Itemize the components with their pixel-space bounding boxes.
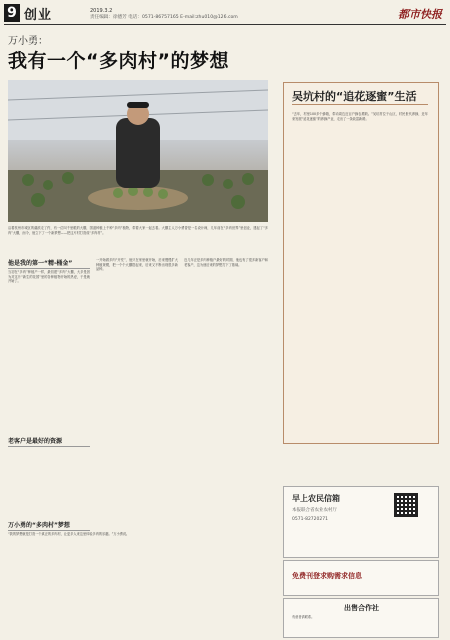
- photo-caption: 沿着杭州市城区的湖滨走了约，有一位叫千里眼的大棚，国道种植上千种“多肉”植物，带着大家一起去看。大棚主人万小勇曾是一名设计师，几年前在“多肉世界”里创业，建起了“多肉”大棚，而今，他立下了一个新梦想——把这片村打造成“多肉村”。: [8, 226, 268, 235]
- ad-cooperative-sale: [283, 598, 439, 638]
- page-header: [4, 3, 52, 23]
- header-rule: [4, 24, 446, 25]
- subhead-1-wrap: [8, 258, 90, 269]
- ad1-subtitle: 本报联合省农业农村厅: [292, 508, 337, 513]
- greenhouse-photo-illustration: [8, 80, 268, 222]
- ad-farmers-mailbox: [283, 486, 439, 558]
- story-headline: 我有一个“多肉村”的梦想: [8, 50, 229, 72]
- body-col-2: 一开始做多肉“开荒”，他只在家里就开始，后来慢慢扩大种植规模，把一个个大棚搭起来，后来又不断出现很多新品种。: [96, 258, 178, 272]
- sidebar-title: 吴坑村的“追花逐蜜”生活: [292, 90, 417, 103]
- subhead-2-wrap: [8, 436, 90, 447]
- page-number: 9: [4, 4, 20, 22]
- body-col-3: 近几年正是多肉种植户最好的时期，他也有了很多新客户和老客户，这为他后来的梦想打下了基础。: [184, 258, 268, 267]
- masthead-logo: 都市快报: [398, 8, 442, 21]
- subhead-2: 老客户是最好的资源: [8, 436, 90, 447]
- issue-date: 2019.3.2: [90, 8, 113, 14]
- ad1-title: 早上农民信箱: [292, 494, 340, 503]
- editor-line: 责任编辑：徐德芳 电话：0571-86757165 E-mail:zhu010@126.com: [90, 15, 238, 20]
- ad3-title: 出售合作社: [344, 604, 379, 612]
- subhead-1: 他是我的第一“精-桶金”: [8, 258, 90, 269]
- body-col-1: 当初在“多肉”种植户一样，最初建“多肉”大棚，大多是因为对这片“新生的花园”里的各种植物开始的热爱，于是就开始了。: [8, 270, 90, 284]
- body-bottom: “我的梦想就是打造一个真正的多肉村，让更多人来这里体验多肉的乐趣。”万小勇说。: [8, 532, 130, 536]
- sidebar-rule: [292, 104, 428, 105]
- section-name: 创业: [24, 7, 53, 23]
- ad-free-listing: [283, 560, 439, 596]
- qr-code-icon: [394, 493, 418, 517]
- story-kicker: 万小勇：: [8, 36, 48, 47]
- story-photo: [8, 80, 268, 222]
- ad1-phone: 0571-82720271: [292, 517, 328, 522]
- sidebar-body: “去年，村里100多个蜂箱，带动周边近百户蜂农增收。”吴坑村位于山区，村民世代养蜂，近年来发展“追花逐蜜”的养蜂产业，走出了一条致富新路。: [292, 112, 428, 121]
- ad2-title: 免费刊登求购需求信息: [292, 572, 362, 580]
- subhead-3-wrap: [8, 520, 90, 531]
- subhead-3: 万小勇的“多肉村”梦想: [8, 520, 90, 531]
- ad3-body: 有意者请联系。: [292, 615, 315, 619]
